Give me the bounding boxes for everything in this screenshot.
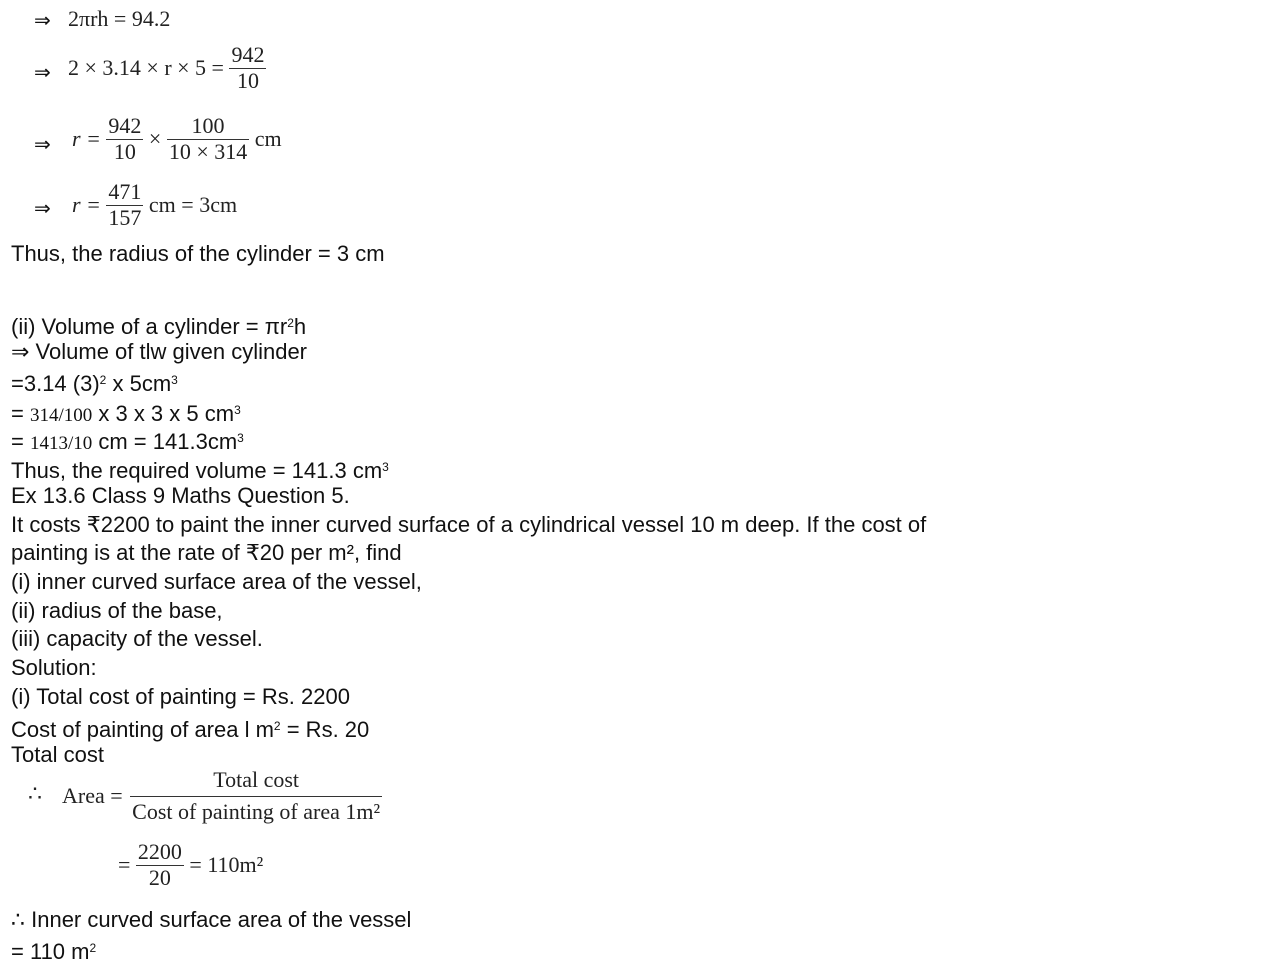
question-text-line-2: painting is at the rate of ₹20 per m², find [11, 540, 402, 565]
superscript: 3 [237, 431, 244, 445]
superscript: 3 [382, 460, 389, 474]
therefore-symbol: ∴ [28, 781, 42, 806]
superscript: 2 [89, 941, 97, 955]
fraction-denominator: 10 [229, 68, 266, 94]
volume-heading-text-end: h [293, 314, 307, 339]
step-text: = [11, 401, 30, 426]
unit: cm [254, 126, 282, 152]
equation-lhs: Area = [62, 783, 123, 809]
question-part-1: (i) inner curved surface area of the vessel, [11, 569, 422, 594]
inline-fraction: 1413/10 [29, 433, 93, 454]
area-value-text [118, 840, 263, 890]
volume-step-1 [11, 367, 178, 397]
equation-rhs: cm = 3cm [148, 192, 238, 218]
step-text: =3.14 (3) [11, 371, 100, 396]
equation-lhs: 2 × 3.14 × r × 5 = [68, 55, 224, 81]
inner-area-value [11, 935, 96, 965]
fraction-numerator: 942 [231, 42, 265, 67]
implies-arrow: ⇒ [34, 8, 51, 32]
inner-area-statement: ∴ Inner curved surface area of the vessel [11, 907, 412, 932]
implies-arrow: ⇒ [34, 196, 51, 220]
fraction-denominator: 10 × 314 [168, 138, 248, 164]
fraction [106, 180, 143, 230]
superscript: 3 [234, 403, 241, 417]
equation-lhs: r = [72, 126, 101, 152]
fraction [167, 114, 249, 164]
superscript: 2 [287, 316, 294, 330]
fraction-denominator: 157 [108, 204, 142, 230]
question-text-line-1: It costs ₹2200 to paint the inner curved surface of a cylindrical vessel 10 m deep. If the cost of [11, 512, 927, 537]
equation-text [68, 43, 266, 93]
volume-result [11, 454, 389, 484]
radius-result: Thus, the radius of the cylinder = 3 cm [11, 241, 385, 266]
equation-text [72, 114, 282, 164]
solution-step-2 [11, 713, 369, 743]
solution-label: Solution: [11, 655, 97, 680]
volume-step-3 [11, 425, 244, 457]
solution-step-3: Total cost [11, 742, 104, 767]
fraction-numerator: 100 [191, 113, 225, 138]
inline-fraction: 314/100 [29, 405, 93, 426]
equation-text [72, 180, 237, 230]
fraction [136, 840, 184, 890]
value-text: = 110 m [11, 939, 90, 964]
area-equation-text [62, 768, 382, 824]
fraction-denominator: 20 [136, 865, 184, 891]
step-text: Cost of painting of area l m [11, 717, 274, 742]
fraction [229, 43, 266, 93]
fraction [106, 114, 143, 164]
equation-lhs: r = [72, 192, 101, 218]
superscript: 3 [171, 373, 178, 387]
fraction [130, 768, 382, 824]
times-sign: × [148, 126, 162, 152]
superscript: 2 [99, 373, 107, 387]
question-title: Ex 13.6 Class 9 Maths Question 5. [11, 483, 350, 508]
step-text: x 3 x 3 x 5 cm [92, 401, 235, 426]
fraction-numerator: 942 [108, 113, 142, 138]
step-text: = [11, 429, 30, 454]
implies-arrow: ⇒ [34, 132, 51, 156]
question-part-2: (ii) radius of the base, [11, 598, 223, 623]
superscript: 2 [273, 719, 281, 733]
fraction-numerator: 2200 [137, 839, 182, 864]
equals-sign: = [118, 852, 131, 878]
solution-step-1: (i) Total cost of painting = Rs. 2200 [11, 684, 350, 709]
volume-heading-text: (ii) Volume of a cylinder = πr [11, 314, 288, 339]
question-part-3: (iii) capacity of the vessel. [11, 626, 263, 651]
equation-rhs: = 110m² [189, 852, 264, 878]
equation-text: 2πrh = 94.2 [68, 6, 171, 31]
volume-heading [11, 310, 306, 340]
result-text: Thus, the required volume = 141.3 cm [11, 458, 383, 483]
volume-given: ⇒ Volume of tlw given cylinder [11, 339, 308, 364]
fraction-numerator: Total cost [213, 767, 300, 792]
fraction-denominator: Cost of painting of area 1m² [130, 796, 382, 825]
implies-arrow: ⇒ [34, 60, 51, 84]
fraction-denominator: 10 [106, 139, 143, 165]
step-text: x 5cm [106, 371, 172, 396]
step-text: = Rs. 20 [280, 717, 370, 742]
step-text: cm = 141.3cm [92, 429, 238, 454]
fraction-numerator: 471 [108, 179, 142, 204]
